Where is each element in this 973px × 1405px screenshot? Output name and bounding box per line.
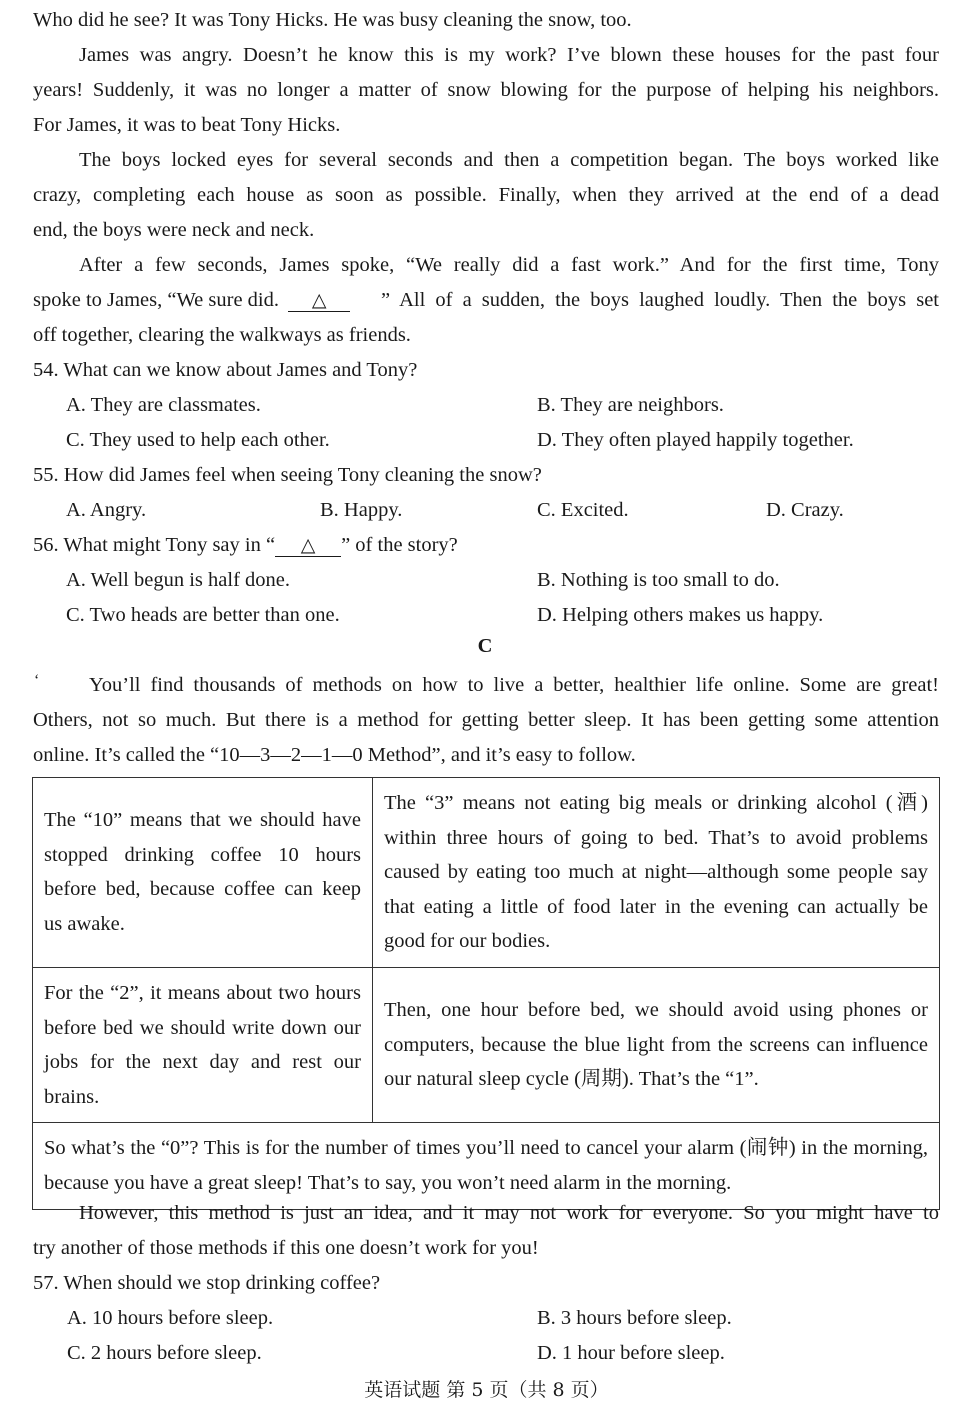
story-line: After a few seconds, James spoke, “We really did a fast work.” And for the first time, Tony <box>79 254 939 276</box>
option-b: B. Happy. <box>320 499 403 521</box>
option-b: B. Nothing is too small to do. <box>537 569 780 591</box>
table-cell-1: Then, one hour before bed, we should avoid using phones or computers, because the blue light from the screens can influence our natural sleep cycle (周期). That’s the “1”. <box>373 967 940 1122</box>
option-c: C. They used to help each other. <box>66 429 330 451</box>
story-line: James was angry. Doesn’t he know this is my work? I’ve blown these houses for the past four <box>79 44 939 66</box>
option-a: A. Well begun is half done. <box>66 569 290 591</box>
option-b: B. 3 hours before sleep. <box>537 1307 732 1329</box>
outro-line: However, this method is just an idea, and it may not work for everyone. So you might have to <box>79 1202 939 1224</box>
question-stem-end: ” of the story? <box>341 534 458 556</box>
stray-mark: ‘ <box>34 672 40 689</box>
option-d: D. They often played happily together. <box>537 429 854 451</box>
answer-blank <box>288 290 350 312</box>
table-row <box>33 1123 940 1209</box>
option-c: C. Two heads are better than one. <box>66 604 340 626</box>
table-cell-10: The “10” means that we should have stopped drinking coffee 10 hours before bed, because coffee can keep us awake. <box>33 778 373 968</box>
section-heading: C <box>477 635 493 657</box>
answer-blank <box>275 535 341 557</box>
story-line: Who did he see? It was Tony Hicks. He was busy cleaning the snow, too. <box>33 9 632 31</box>
option-a: A. They are classmates. <box>66 394 261 416</box>
story-line: The boys locked eyes for several seconds and then a competition began. The boys worked like <box>79 149 939 171</box>
question-stem-start: 56. What might Tony say in “ <box>33 534 276 556</box>
option-d: D. 1 hour before sleep. <box>537 1342 725 1364</box>
story-line: off together, clearing the walkways as friends. <box>33 324 411 346</box>
story-line-end: ” All of a sudden, the boys laughed loudly. Then the boys set <box>381 289 939 311</box>
question-stem: 55. How did James feel when seeing Tony cleaning the snow? <box>33 464 542 486</box>
story-line: crazy, completing each house as soon as possible. Finally, when they arrived at the end of a dead <box>33 184 939 206</box>
page-footer: 英语试题 第 5 页（共 8 页） <box>364 1379 609 1401</box>
question-stem <box>33 534 458 557</box>
question-stem: 54. What can we know about James and Tony? <box>33 359 418 381</box>
option-d: D. Crazy. <box>766 499 844 521</box>
triangle-icon: △ <box>300 534 316 556</box>
outro-line: try another of those methods if this one doesn’t work for you! <box>33 1237 539 1259</box>
intro-line: Others, not so much. But there is a method for getting better sleep. It has been getting some attention <box>33 709 939 731</box>
table-row <box>33 967 940 1122</box>
option-b: B. They are neighbors. <box>537 394 724 416</box>
story-line-start: spoke to James, “We sure did. <box>33 289 279 311</box>
table-cell-2: For the “2”, it means about two hours before bed we should write down our jobs for the next day and rest our brains. <box>33 967 373 1122</box>
option-c: C. Excited. <box>537 499 629 521</box>
option-c: C. 2 hours before sleep. <box>67 1342 262 1364</box>
table-cell-3: The “3” means not eating big meals or drinking alcohol (酒) within three hours of going to bed. That’s to avoid problems caused by eating too much at night—although some people say that eating a little of food later in the evening can actually be good for our bodies. <box>373 778 940 968</box>
table-row <box>33 778 940 968</box>
table-cell-0: So what’s the “0”? This is for the number of times you’ll need to cancel your alarm (闹钟) in the morning, because you have a great sleep! That’s to say, you won’t need alarm in the morning. <box>33 1123 940 1209</box>
story-line-with-blank <box>33 289 354 312</box>
option-a: A. 10 hours before sleep. <box>67 1307 274 1329</box>
option-a: A. Angry. <box>66 499 147 521</box>
intro-line: online. It’s called the “10—3—2—1—0 Method”, and it’s easy to follow. <box>33 744 636 766</box>
story-line: years! Suddenly, it was no longer a matter of snow blowing for the purpose of helping his neighbors. <box>33 79 939 101</box>
intro-line: You’ll find thousands of methods on how to live a better, healthier life online. Some are great! <box>89 674 939 696</box>
triangle-icon: △ <box>311 289 327 311</box>
option-d: D. Helping others makes us happy. <box>537 604 824 626</box>
method-table <box>32 777 940 1210</box>
story-line: end, the boys were neck and neck. <box>33 219 315 241</box>
question-stem: 57. When should we stop drinking coffee? <box>33 1272 381 1294</box>
story-line: For James, it was to beat Tony Hicks. <box>33 114 341 136</box>
